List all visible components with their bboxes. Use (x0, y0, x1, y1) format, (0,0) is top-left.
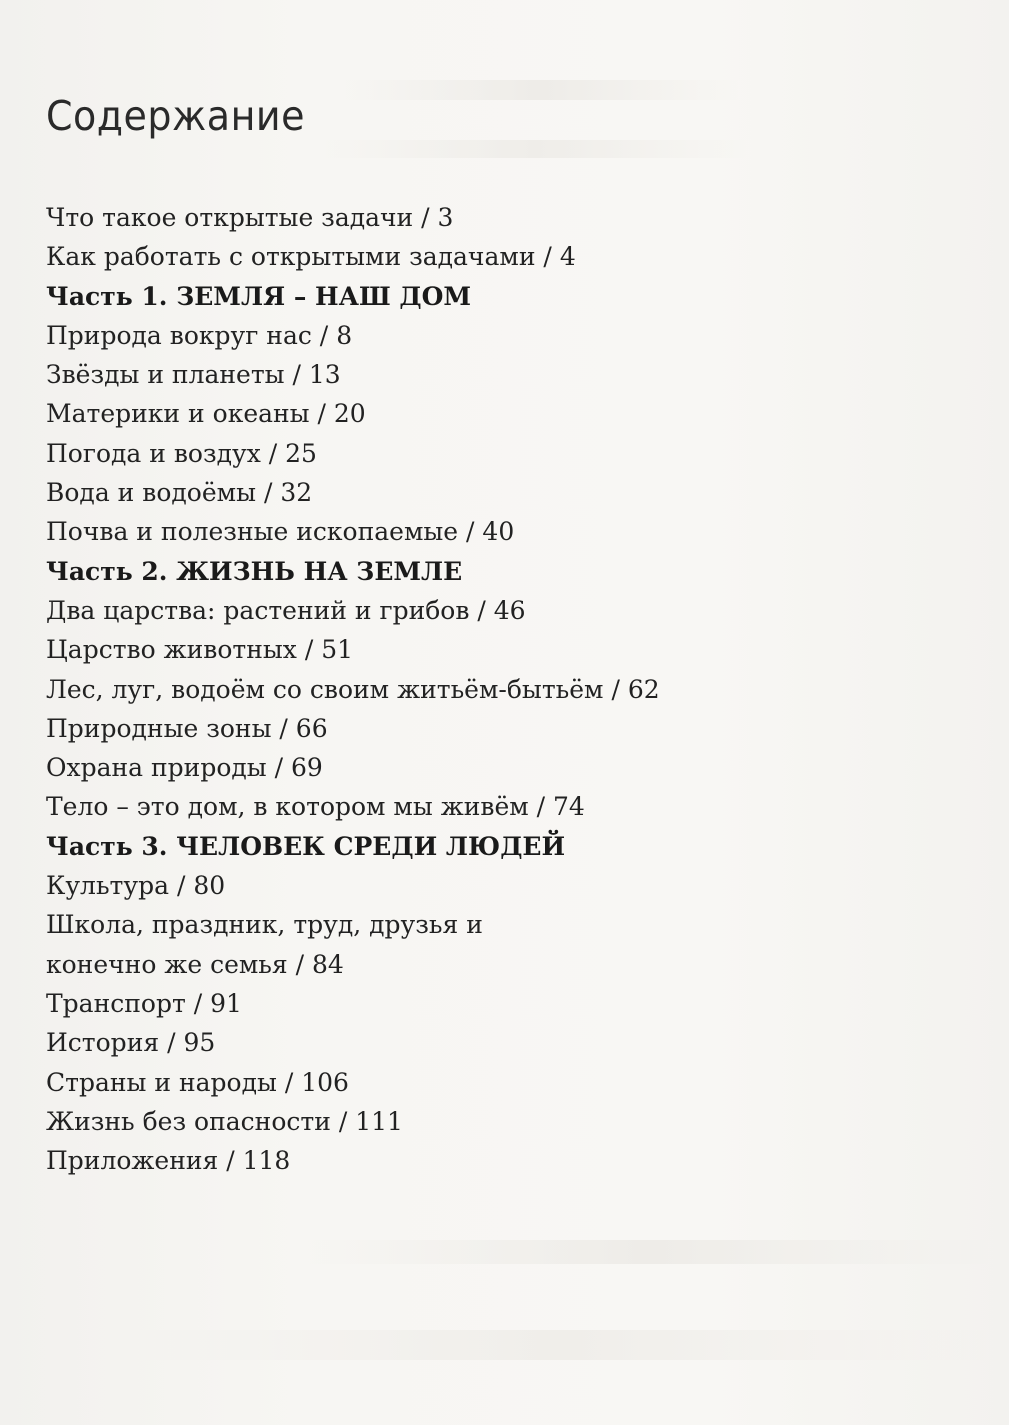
toc-page-number: 74 (553, 792, 585, 822)
toc-separator: / (256, 478, 281, 508)
toc-separator: / (260, 438, 286, 468)
toc-entry (46, 1102, 660, 1141)
toc-entry (46, 630, 660, 669)
toc-entry-title: Вода и водоёмы (46, 478, 256, 508)
toc-separator: / (185, 988, 211, 1018)
toc-separator: / (159, 1028, 184, 1058)
toc-section-heading (46, 827, 660, 866)
toc-separator: / (309, 399, 334, 429)
toc-entry (46, 748, 660, 787)
toc-entry (46, 984, 660, 1023)
toc-page-number: 111 (355, 1106, 403, 1136)
toc-entry (46, 473, 660, 512)
show-through-band-4 (120, 1330, 1000, 1360)
toc-entry-title: Два царства: растений и грибов (46, 595, 470, 625)
toc-entry (46, 591, 660, 630)
toc-separator: / (271, 713, 296, 743)
toc-entry-title: Звёзды и планеты (46, 360, 285, 390)
toc-entry (46, 905, 660, 944)
toc-entry-title: Часть 3. ЧЕЛОВЕК СРЕДИ ЛЮДЕЙ (46, 831, 566, 861)
toc-entry-title: Культура (46, 871, 169, 901)
toc-page-number: 20 (333, 399, 366, 429)
toc-entry-title: Природные зоны (46, 713, 272, 743)
toc-entry (46, 237, 660, 276)
toc-entry-title: Как работать с открытыми задачами (46, 242, 536, 272)
page-title: Содержание (46, 92, 305, 140)
toc-separator: / (276, 1067, 302, 1097)
toc-entry-title: Охрана природы (46, 753, 267, 783)
toc-entry-title: Транспорт (46, 988, 186, 1018)
toc-entry-title: Что такое открытые задачи (46, 203, 414, 232)
toc-entry (46, 1023, 660, 1062)
toc-separator: / (469, 595, 494, 625)
toc-entry-title: Материки и океаны (46, 399, 310, 429)
toc-entry (46, 670, 660, 709)
table-of-contents (46, 198, 660, 1180)
toc-entry (46, 945, 660, 984)
toc-separator: / (330, 1106, 356, 1136)
toc-separator: / (218, 1146, 243, 1176)
toc-page-number: 13 (308, 360, 341, 390)
toc-entry (46, 866, 660, 905)
toc-page-number: 80 (193, 871, 226, 901)
toc-separator: / (284, 360, 309, 390)
toc-entry-title: Погода и воздух (46, 438, 261, 468)
toc-page-number: 66 (295, 713, 328, 743)
toc-separator: / (528, 792, 554, 822)
toc-entry (46, 787, 660, 826)
toc-page-number: 4 (559, 242, 576, 272)
toc-entry-title: Царство животных (46, 635, 297, 665)
toc-entry (46, 394, 660, 433)
toc-page-number: 95 (183, 1028, 216, 1058)
toc-page-number: 62 (627, 674, 660, 704)
toc-separator: / (266, 753, 292, 783)
toc-entry-title: История (46, 1028, 160, 1058)
toc-entry-title: Почва и полезные ископаемые (46, 517, 459, 547)
toc-entry-title: конечно же семья (46, 949, 288, 979)
toc-page-number: 106 (301, 1067, 349, 1097)
toc-entry (46, 316, 660, 355)
toc-section-heading (46, 277, 660, 316)
toc-entry-title: Часть 1. ЗЕМЛЯ – НАШ ДОМ (46, 281, 472, 311)
toc-entry-title: Лес, луг, водоём со своим житьём-бытьём (46, 674, 604, 704)
toc-entry (46, 512, 660, 551)
show-through-band-3 (300, 1240, 1000, 1264)
toc-separator: / (413, 203, 438, 232)
toc-separator: / (603, 674, 628, 704)
toc-entry-title: Страны и народы (46, 1067, 277, 1097)
toc-separator: / (287, 949, 313, 979)
toc-page-number: 69 (291, 753, 323, 783)
toc-separator: / (311, 320, 337, 350)
toc-entry-title: Часть 2. ЖИЗНЬ НА ЗЕМЛЕ (46, 556, 463, 586)
toc-entry (46, 198, 660, 237)
toc-separator: / (535, 242, 560, 272)
toc-page-number: 91 (210, 988, 242, 1018)
toc-entry-title: Школа, праздник, труд, друзья и (46, 910, 483, 940)
toc-entry-title: Природа вокруг нас (46, 320, 312, 350)
toc-entry-title: Приложения (46, 1146, 219, 1176)
toc-page-number: 118 (242, 1146, 291, 1176)
toc-separator: / (458, 517, 483, 547)
toc-entry-title: Жизнь без опасности (46, 1106, 331, 1136)
show-through-band-2 (320, 140, 750, 158)
toc-entry (46, 1141, 660, 1180)
toc-page-number: 8 (336, 320, 353, 350)
toc-separator: / (169, 871, 194, 901)
toc-entry (46, 434, 660, 473)
toc-entry-title: Тело – это дом, в котором мы живём (46, 792, 529, 822)
toc-entry (46, 709, 660, 748)
toc-page-number: 51 (321, 635, 354, 665)
toc-page-number: 46 (493, 595, 526, 625)
toc-separator: / (296, 635, 322, 665)
toc-page-number: 40 (482, 517, 515, 547)
toc-entry (46, 1063, 660, 1102)
toc-page-number: 25 (285, 438, 317, 468)
show-through-band-1 (340, 80, 740, 100)
toc-section-heading (46, 552, 660, 591)
toc-entry (46, 355, 660, 394)
toc-page-number: 84 (312, 949, 344, 979)
toc-page-number: 3 (437, 203, 454, 232)
toc-page-number: 32 (280, 478, 313, 508)
